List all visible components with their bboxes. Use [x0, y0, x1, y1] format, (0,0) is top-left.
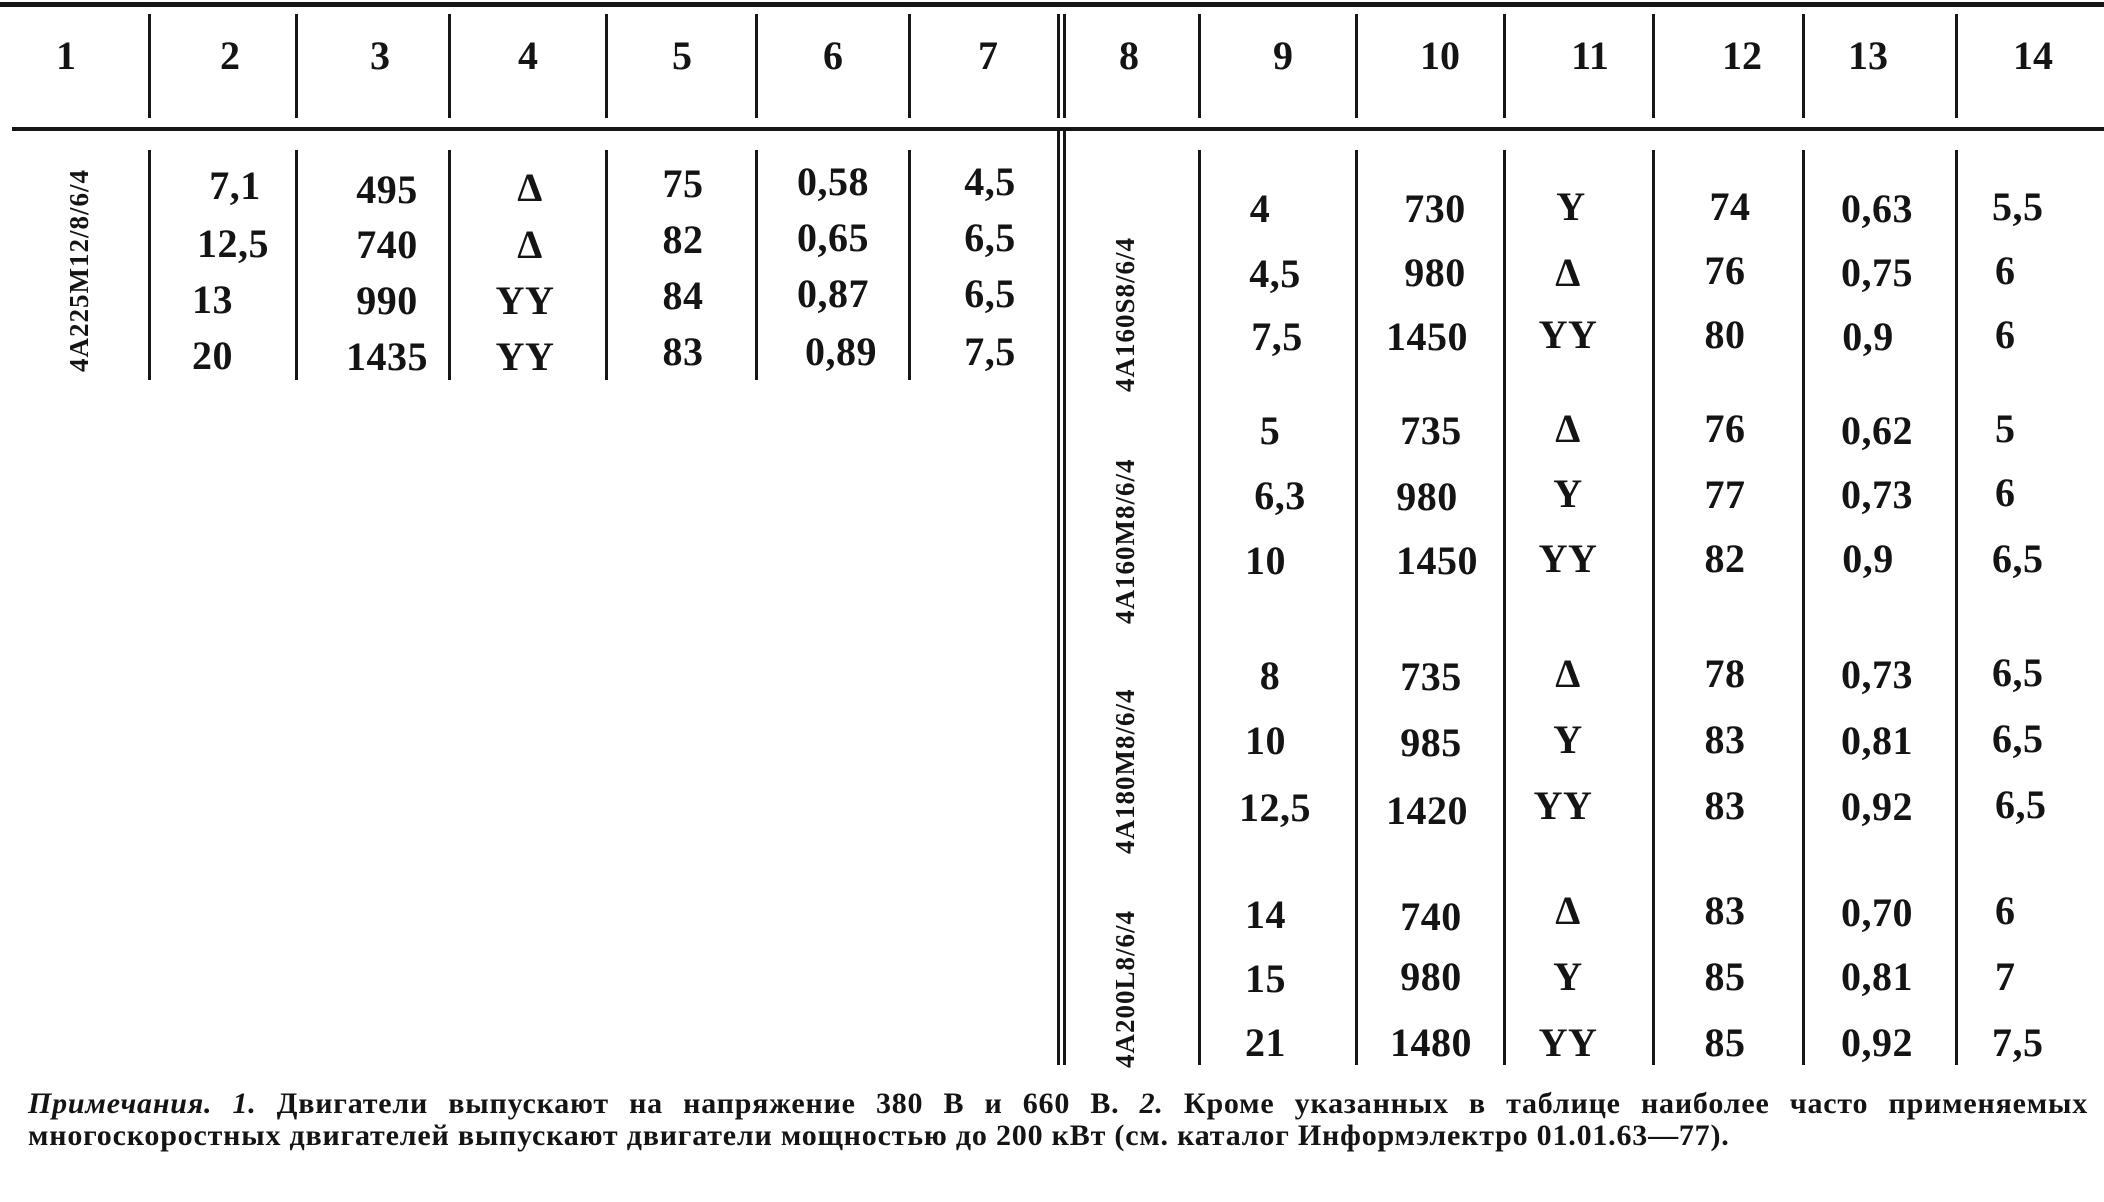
header-divider [1057, 14, 1060, 118]
table-cell: 0,87 [797, 271, 869, 316]
table-cell: 6,5 [964, 271, 1016, 316]
table-cell: 10 [1245, 718, 1286, 763]
table-cell: 0,65 [797, 215, 869, 260]
motor-label: 4А160S8/6/4 [1110, 236, 1140, 392]
table-cell: 6,5 [1992, 650, 2044, 695]
header-divider [295, 14, 298, 118]
table-cell: 0,63 [1841, 186, 1913, 231]
column-header-4: 4 [518, 33, 538, 78]
column-header-5: 5 [672, 33, 692, 78]
table-cell: 6 [1995, 248, 2016, 293]
table-cell: 1420 [1386, 788, 1468, 833]
table-cell: 83 [1704, 717, 1746, 762]
table-cell: 4,5 [964, 159, 1016, 204]
table-cell: 6,3 [1254, 473, 1306, 518]
table-cell: Y [1553, 954, 1583, 999]
column-header-2: 2 [220, 33, 240, 78]
header-divider [605, 14, 608, 118]
column-header-6: 6 [823, 33, 843, 78]
header-divider [148, 14, 151, 118]
table-cell: 82 [662, 217, 704, 262]
column-header-7: 7 [978, 33, 998, 78]
table-cell: 76 [1704, 406, 1746, 451]
table-cell: Δ [1555, 888, 1581, 933]
column-header-11: 11 [1571, 33, 1609, 78]
table-cell: Δ [517, 222, 543, 267]
table-cell: 7,5 [964, 329, 1016, 374]
table-cell: 5 [1259, 408, 1281, 453]
table-cell: Y [1553, 717, 1583, 762]
table-cell: 990 [356, 278, 418, 323]
header-divider [908, 14, 911, 118]
notes-label-2: 2. [1119, 1087, 1164, 1120]
table-cell: 1450 [1386, 314, 1468, 359]
table-cell: 0,81 [1841, 718, 1913, 763]
table-cell: 0,92 [1841, 784, 1913, 829]
table-cell: 74 [1709, 184, 1751, 229]
table-cell: 735 [1400, 654, 1462, 699]
table-cell: 85 [1704, 954, 1746, 999]
body-divider [1802, 150, 1805, 1065]
table-cell: Δ [517, 165, 543, 210]
table-cell: Y [1553, 471, 1583, 516]
table-cell: 985 [1400, 720, 1462, 765]
header-divider [1063, 14, 1066, 118]
header-divider [448, 14, 451, 118]
body-divider [1198, 150, 1201, 1065]
table-cell: 7,5 [1992, 1020, 2044, 1065]
table-cell: 6,5 [1992, 716, 2044, 761]
body-divider [605, 150, 608, 380]
note-text-2: Кроме указанных в таблице наиболее часто применяемых многоскоростных двигателей выпускают двигатели мощностью до 200 кВт (см. каталог Информэлектро 01.01.63—77). [28, 1087, 2088, 1152]
table-cell: 1450 [1396, 538, 1478, 583]
double-divider [1063, 130, 1066, 1065]
column-header-3: 3 [370, 33, 390, 78]
column-header-12: 12 [1722, 33, 1762, 78]
table-cell: 5 [1995, 406, 2016, 451]
table-cell: YY [1538, 312, 1598, 357]
table-cell: 6,5 [1992, 536, 2044, 581]
notes-label: Примечания. 1. [28, 1087, 257, 1120]
table-cell: 0,73 [1841, 652, 1913, 697]
table-cell: YY [495, 278, 555, 323]
motor-label: 4А225М12/8/6/4 [64, 169, 94, 372]
table-cell: 0,73 [1841, 472, 1913, 517]
top-rule [0, 2, 2104, 7]
table-cell: 10 [1245, 538, 1286, 583]
table-cell: 0,9 [1842, 314, 1894, 359]
table-cell: 7 [1995, 954, 2016, 999]
table-cell: 83 [662, 329, 704, 374]
table-cell: 740 [356, 222, 418, 267]
table-cell: 0,62 [1841, 408, 1913, 453]
table-cell: 0,92 [1841, 1020, 1913, 1065]
column-header-14: 14 [2013, 33, 2053, 78]
table-cell: 980 [1400, 954, 1462, 999]
table-cell: 1480 [1390, 1020, 1472, 1065]
table-cell: 7,5 [1251, 314, 1303, 359]
table-cell: 21 [1245, 1020, 1286, 1065]
table-cell: 14 [1245, 892, 1286, 937]
table-cell: 4 [1249, 186, 1271, 231]
table-cell: 4,5 [1249, 251, 1301, 296]
table-cell: 6,5 [964, 215, 1016, 260]
motor-label: 4А160М8/6/4 [1110, 458, 1140, 624]
header-divider [1198, 14, 1201, 118]
column-header-9: 9 [1273, 33, 1293, 78]
table-cell: YY [1538, 536, 1598, 581]
table-cell: 12,5 [197, 221, 269, 266]
table-cell: 740 [1400, 894, 1462, 939]
table-cell: 6 [1995, 470, 2016, 515]
table-cell: Y [1556, 184, 1586, 229]
motor-label: 4А200L8/6/4 [1110, 909, 1140, 1068]
table-cell: 8 [1259, 653, 1281, 698]
table-cell: 0,58 [797, 159, 869, 204]
table-notes [28, 1088, 2088, 1152]
table-cell: 15 [1245, 956, 1286, 1001]
table-cell: 13 [192, 277, 233, 322]
body-divider [1955, 150, 1958, 1065]
table-cell: 980 [1404, 250, 1466, 295]
table-cell: 735 [1400, 408, 1462, 453]
note-text-1: Двигатели выпускают на напряжение 380 В и 660 В. [256, 1087, 1120, 1120]
table-cell: 6 [1995, 312, 2016, 357]
table-cell: YY [1538, 1020, 1598, 1065]
table-cell: 0,70 [1841, 890, 1913, 935]
double-divider [1057, 130, 1060, 1065]
body-divider [148, 150, 151, 380]
header-divider [1503, 14, 1506, 118]
header-divider [1355, 14, 1358, 118]
column-header-1: 1 [56, 33, 76, 78]
column-header-8: 8 [1119, 33, 1139, 78]
table-cell: 5,5 [1992, 184, 2044, 229]
table-cell: 7,1 [209, 163, 261, 208]
table-cell: 83 [1704, 888, 1746, 933]
motor-label: 4А180М8/6/4 [1110, 688, 1140, 854]
table-cell: YY [495, 334, 555, 379]
column-header-10: 10 [1420, 33, 1460, 78]
table-cell: 0,9 [1842, 536, 1894, 581]
table-cell: YY [1533, 783, 1593, 828]
body-divider [755, 150, 758, 380]
table-cell: 84 [662, 273, 704, 318]
table-cell: Δ [1555, 406, 1581, 451]
table-cell: 495 [356, 167, 418, 212]
table-cell: 83 [1704, 783, 1746, 828]
table-cell: 0,89 [805, 329, 877, 374]
table-cell: 980 [1396, 474, 1458, 519]
table-cell: 75 [662, 161, 704, 206]
table-cell: 6 [1995, 888, 2016, 933]
table-cell: 0,81 [1841, 954, 1913, 999]
table-cell: 730 [1404, 186, 1466, 231]
table-cell: 85 [1704, 1020, 1746, 1065]
body-divider [1652, 150, 1655, 1065]
body-divider [908, 150, 911, 380]
header-divider [1955, 14, 1958, 118]
header-divider [1802, 14, 1805, 118]
header-divider [755, 14, 758, 118]
table-cell: Δ [1555, 250, 1581, 295]
table-cell: 82 [1704, 536, 1746, 581]
table-cell: 20 [192, 333, 233, 378]
table-cell: 1435 [346, 334, 428, 379]
table-cell: 6,5 [1995, 782, 2047, 827]
table-cell: Δ [1555, 651, 1581, 696]
table-cell: 80 [1704, 312, 1746, 357]
column-header-13: 13 [1848, 33, 1888, 78]
table-cell: 0,75 [1841, 250, 1913, 295]
table-cell: 76 [1704, 248, 1746, 293]
table-cell: 77 [1704, 472, 1746, 517]
header-divider [1652, 14, 1655, 118]
table-cell: 12,5 [1239, 785, 1311, 830]
table-cell: 78 [1704, 651, 1746, 696]
